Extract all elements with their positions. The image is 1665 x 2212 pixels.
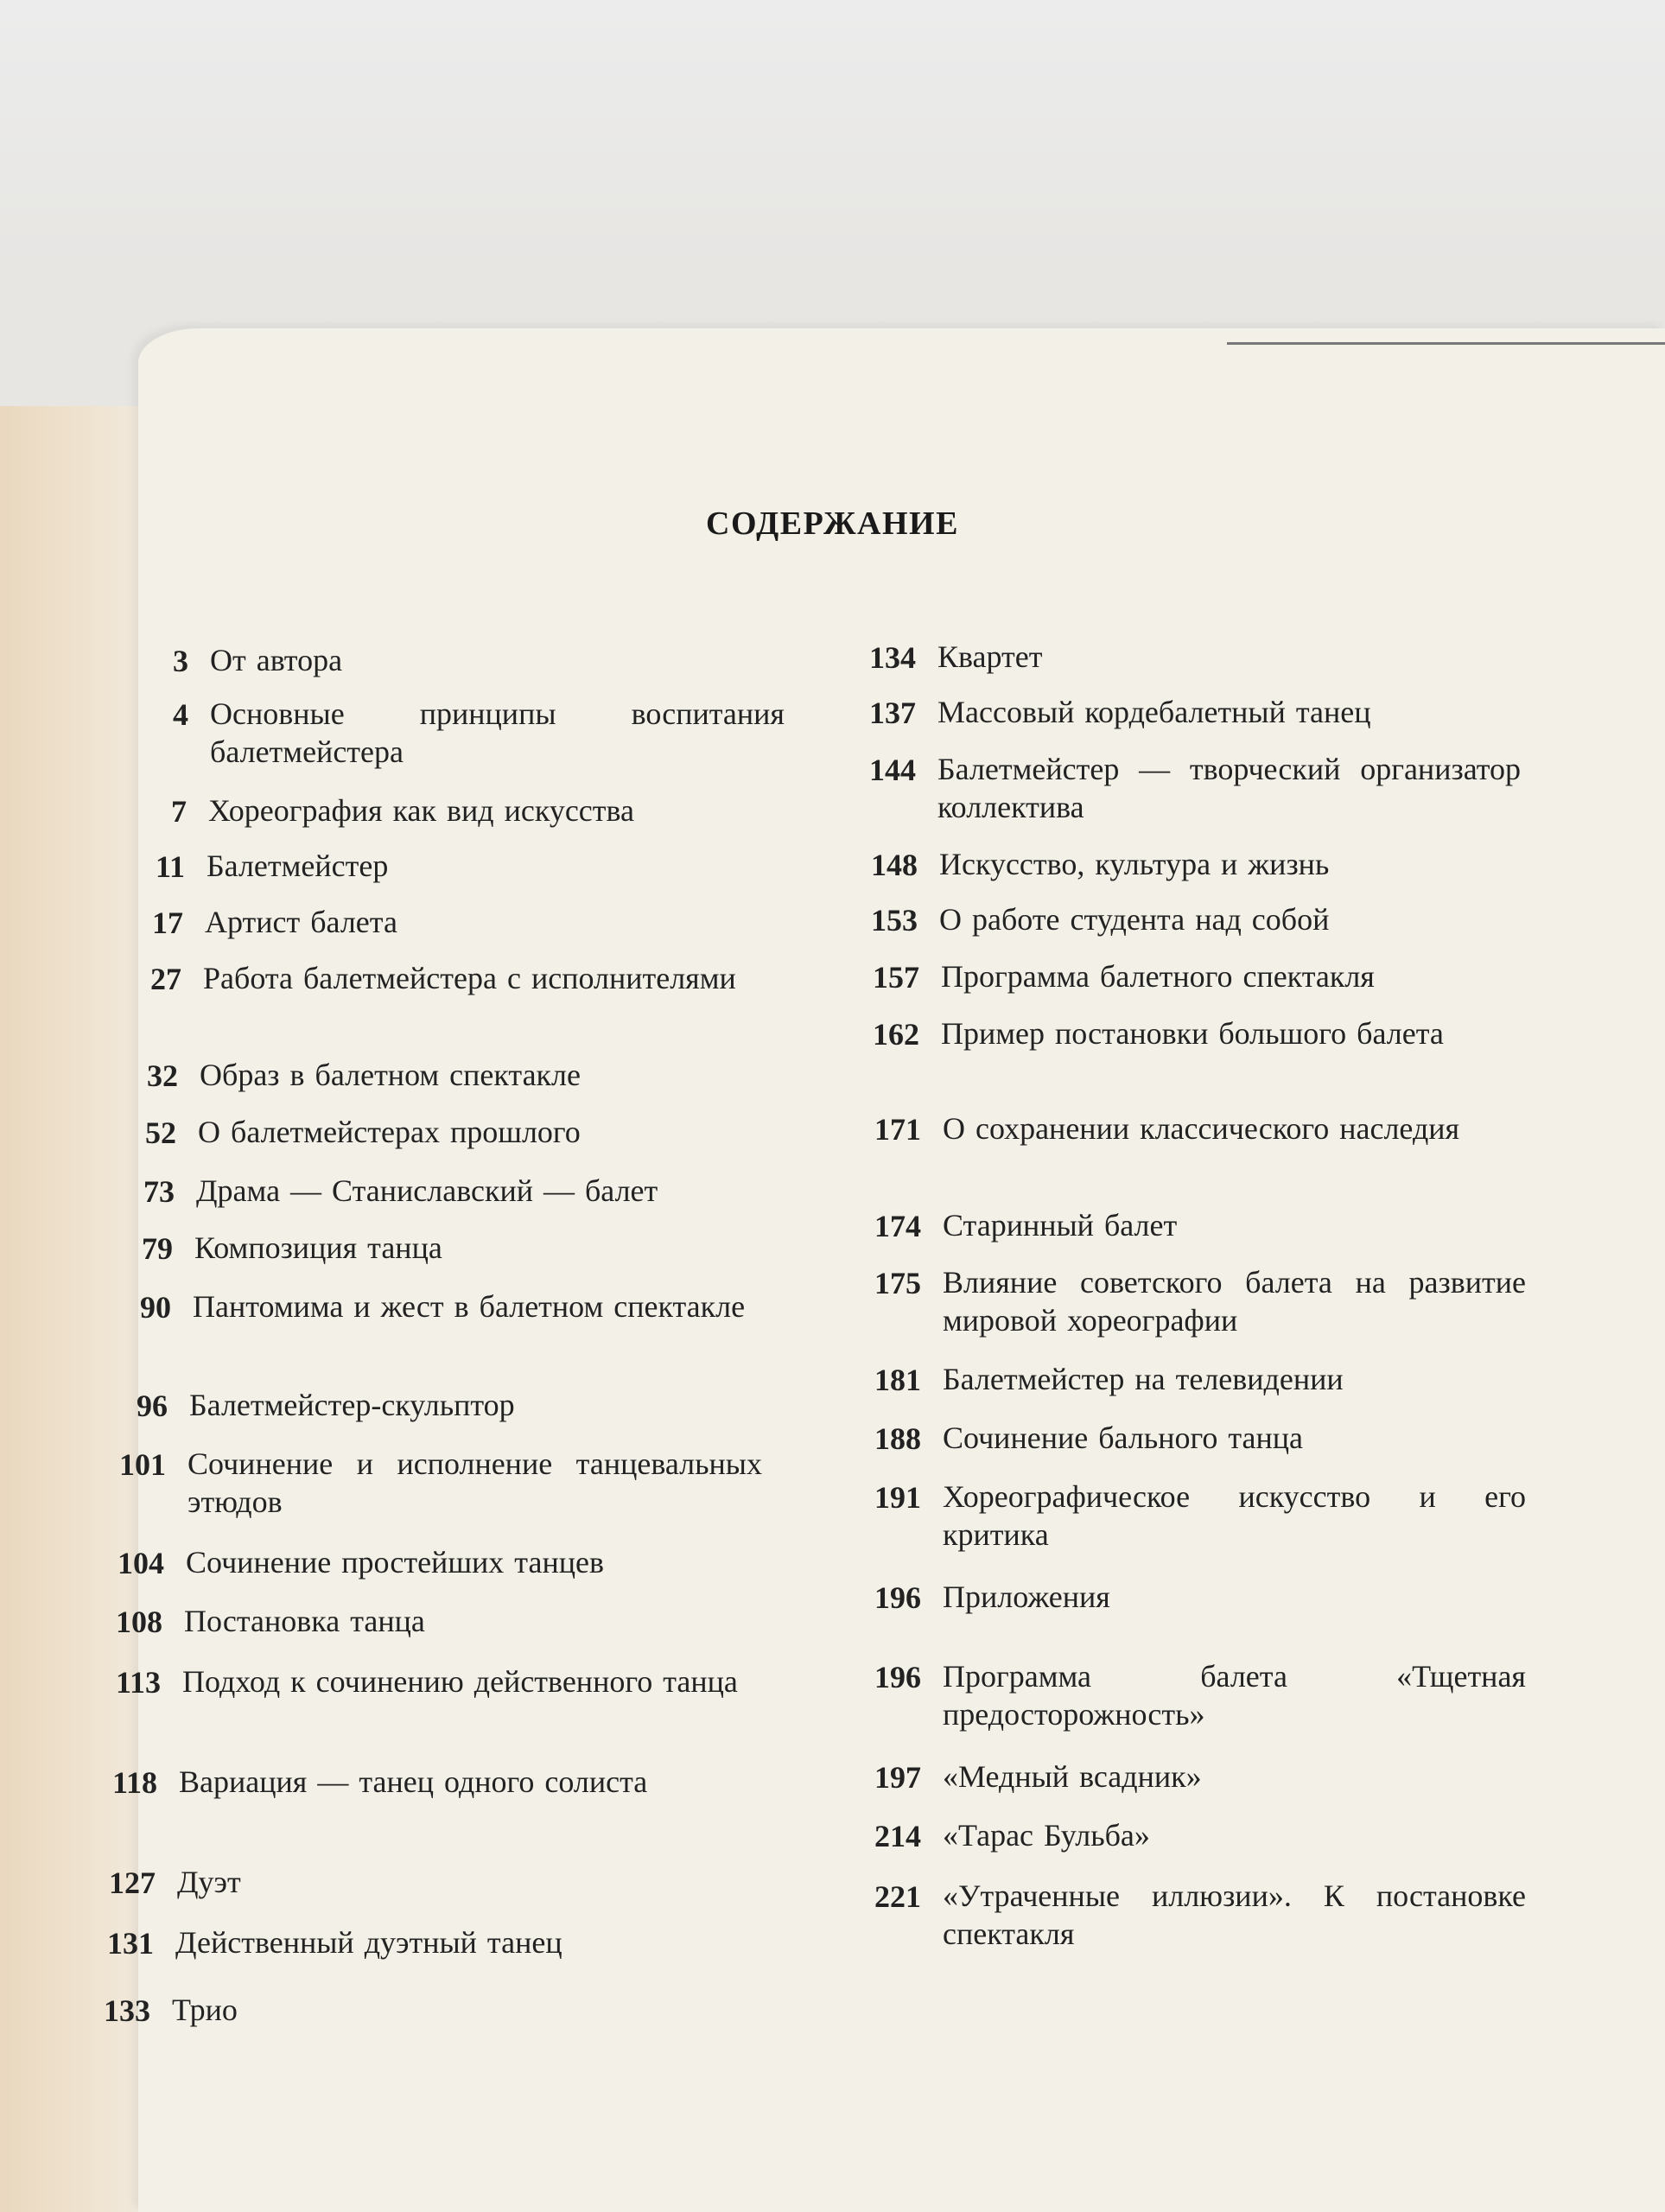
toc-page-number: 171 <box>874 1112 921 1147</box>
toc-page-number: 73 <box>143 1174 175 1209</box>
toc-entry-title: Программа балета «Тщетная предосторожность» <box>943 1659 1526 1732</box>
toc-entry-title: Драма — Станиславский — балет <box>196 1173 658 1208</box>
toc-entry-title: Действенный дуэтный танец <box>175 1925 562 1960</box>
toc-page-number: 137 <box>869 696 916 730</box>
toc-entry-title: Основные принципы воспитания балетмейстера <box>210 696 785 769</box>
toc-page-number: 17 <box>152 906 183 940</box>
toc-page-number: 174 <box>874 1209 921 1243</box>
toc-entry-title: Балетмейстер-скульптор <box>189 1388 515 1422</box>
toc-page-number: 191 <box>874 1480 921 1515</box>
toc-entry-title: Сочинение бального танца <box>943 1421 1303 1455</box>
toc-entry-title: Приложения <box>943 1580 1110 1614</box>
toc-entry-title: О балетмейстерах прошлого <box>198 1115 581 1149</box>
toc-entry-title: Хореографическое искусство и его критика <box>943 1479 1526 1552</box>
toc-page-number: 104 <box>118 1546 164 1580</box>
toc-entry-title: «Утраченные иллюзии». К постановке спектакля <box>943 1878 1526 1951</box>
toc-page-number: 32 <box>147 1058 178 1093</box>
toc-entry-title: Подход к сочинению действенного танца <box>182 1664 738 1699</box>
toc-entry-title: Квартет <box>937 639 1043 674</box>
toc-entry-title: Постановка танца <box>184 1604 425 1638</box>
toc-entry-title: Балетмейстер на телевидении <box>943 1362 1344 1396</box>
toc-page-number: 131 <box>107 1926 154 1961</box>
toc-entry-title: Сочинение и исполнение танцевальных этюдов <box>187 1446 762 1519</box>
toc-entry-title: Массовый кордебалетный танец <box>937 695 1371 729</box>
toc-page-number: 221 <box>874 1879 921 1914</box>
toc-entry-title: О сохранении классического наследия <box>943 1111 1460 1146</box>
toc-entry-title: «Тарас Бульба» <box>943 1818 1150 1853</box>
toc-page-number: 118 <box>111 1765 157 1800</box>
toc-entry-title: Сочинение простейших танцев <box>186 1545 604 1580</box>
toc-page-number: 153 <box>871 903 918 938</box>
toc-page-number: 79 <box>142 1231 173 1266</box>
toc-page-number: 188 <box>874 1421 921 1456</box>
toc-page-number: 133 <box>104 1993 150 2028</box>
toc-entry-title: Хореография как вид искусства <box>208 793 635 828</box>
toc-entry-title: Трио <box>172 1993 238 2027</box>
toc-page-number: 52 <box>145 1116 176 1150</box>
toc-entry-title: Артист балета <box>205 905 397 939</box>
toc-entry-title: Вариация — танец одного солиста <box>179 1764 648 1799</box>
toc-page-number: 113 <box>115 1665 161 1700</box>
toc-entry-title: Старинный балет <box>943 1208 1178 1243</box>
toc-entry-title: Искусство, культура и жизнь <box>939 847 1330 881</box>
toc-entry-title: Дуэт <box>177 1865 241 1899</box>
toc-page-number: 3 <box>173 644 188 678</box>
toc-page-number: 181 <box>874 1363 921 1397</box>
toc-page-number: 96 <box>137 1389 168 1423</box>
toc-entry-title: О работе студента над собой <box>939 902 1330 937</box>
page-title: СОДЕРЖАНИЕ <box>706 505 959 542</box>
toc-page-number: 4 <box>173 697 188 732</box>
toc-page-number: 134 <box>869 640 916 675</box>
toc-entry-title: Пример постановки большого балета <box>941 1016 1444 1051</box>
toc-page-number: 101 <box>119 1447 166 1482</box>
toc-page-number: 127 <box>109 1866 156 1900</box>
toc-page-number: 11 <box>155 849 185 884</box>
toc-page-number: 108 <box>116 1605 162 1639</box>
toc-page-number: 90 <box>140 1290 171 1325</box>
toc-page-number: 27 <box>150 962 181 996</box>
toc-entry-title: Программа балетного спектакля <box>941 959 1375 994</box>
toc-page-number: 148 <box>871 848 918 882</box>
toc-entry-title: Балетмейстер — творческий организатор коллектива <box>937 752 1521 824</box>
toc-entry-title: Работа балетмейстера с исполнителями <box>203 961 736 995</box>
toc-page-number: 7 <box>171 794 187 829</box>
toc-page-number: 196 <box>874 1660 921 1694</box>
toc-entry-title: «Медный всадник» <box>943 1759 1202 1794</box>
toc-entry-title: Балетмейстер <box>207 849 389 883</box>
toc-page-number: 175 <box>874 1266 921 1300</box>
toc-entry-title: Пантомима и жест в балетном спектакле <box>193 1289 746 1324</box>
toc-entry-title: От автора <box>210 643 343 677</box>
toc-entry-title: Влияние советского балета на развитие мировой хореографии <box>943 1265 1526 1338</box>
toc-page-number: 196 <box>874 1580 921 1615</box>
toc-page-number: 197 <box>874 1760 921 1795</box>
toc-entry-title: Образ в балетном спектакле <box>200 1058 581 1092</box>
toc-page-number: 214 <box>874 1819 921 1853</box>
toc-page-number: 162 <box>873 1017 919 1052</box>
toc-entry-title: Композиция танца <box>194 1230 442 1265</box>
toc-page-number: 144 <box>869 753 916 787</box>
toc-page-number: 157 <box>873 960 919 995</box>
